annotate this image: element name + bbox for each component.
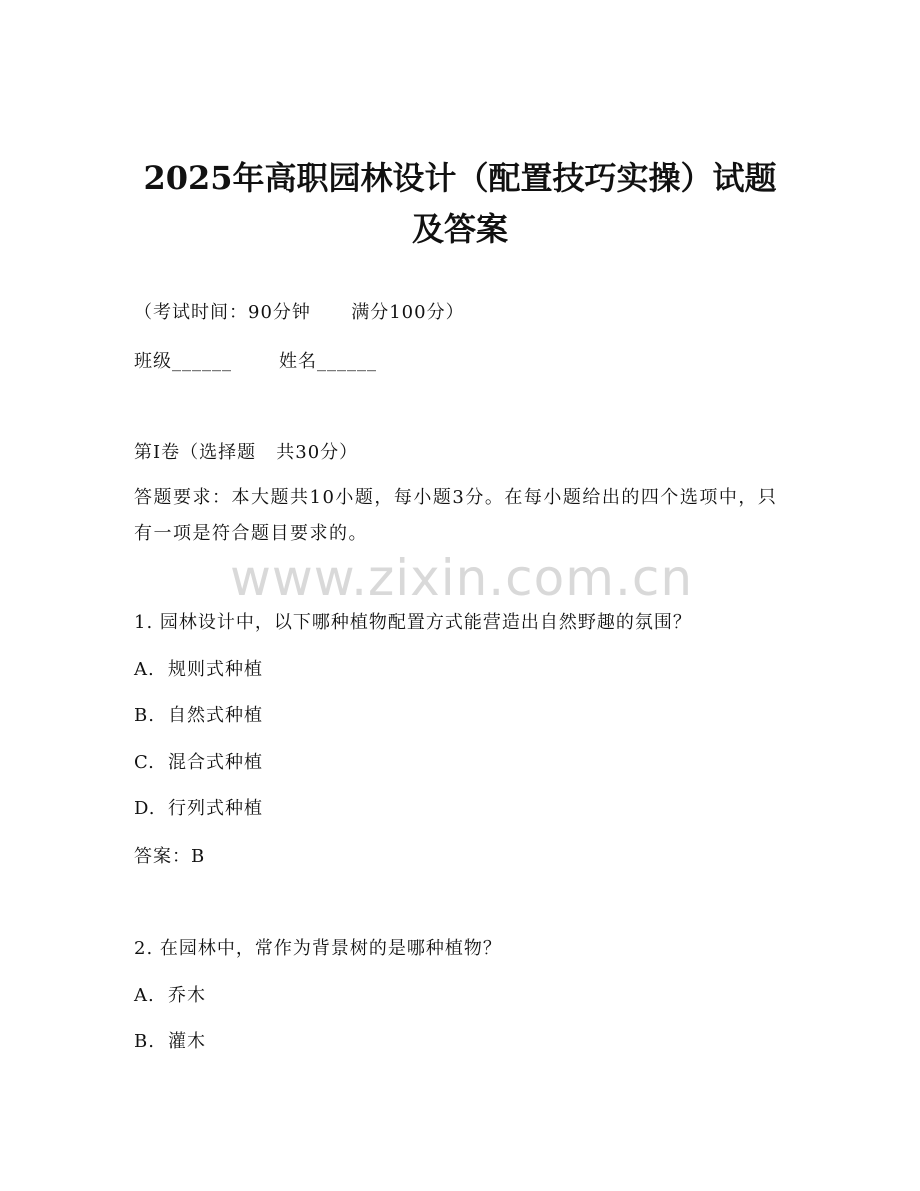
exam-time-and-score: （考试时间：90分钟 满分100分）	[134, 302, 465, 323]
option-label: C.	[134, 752, 155, 773]
question-1-stem: 1. 园林设计中，以下哪种植物配置方式能营造出自然野趣的氛围？	[134, 612, 692, 633]
question-1-option-b	[134, 704, 263, 728]
option-text: 行列式种植	[168, 798, 263, 819]
option-text: 灌木	[168, 1031, 206, 1052]
question-2-option-b	[134, 1030, 206, 1054]
option-label: A.	[134, 985, 155, 1006]
option-text: 混合式种植	[168, 752, 263, 773]
class-name-fields: 班级______ 姓名______	[134, 351, 378, 372]
section-heading: 第I卷（选择题 共30分）	[134, 442, 359, 463]
question-1-option-c	[134, 751, 263, 775]
question-2-stem: 2. 在园林中，常作为背景树的是哪种植物？	[134, 938, 502, 959]
option-label: A.	[134, 659, 155, 680]
watermark: www.zixin.com.cn	[230, 549, 694, 607]
question-1-option-d	[134, 797, 263, 821]
option-text: 规则式种植	[168, 659, 263, 680]
option-label: B.	[134, 1031, 155, 1052]
option-label: B.	[134, 705, 155, 726]
question-1-option-a	[134, 658, 263, 682]
document-title-line-2: 及答案	[411, 210, 508, 248]
question-2-option-a	[134, 984, 206, 1008]
option-text: 自然式种植	[168, 705, 263, 726]
section-instructions: 答题要求：本大题共10小题，每小题3分。在每小题给出的四个选项中，只有一项是符合题目要求的。	[134, 487, 778, 544]
option-text: 乔木	[168, 985, 206, 1006]
question-1-answer: 答案：B	[134, 846, 206, 867]
option-label: D.	[134, 798, 156, 819]
document-title-line-1: 2025年高职园林设计（配置技巧实操）试题	[143, 159, 777, 197]
